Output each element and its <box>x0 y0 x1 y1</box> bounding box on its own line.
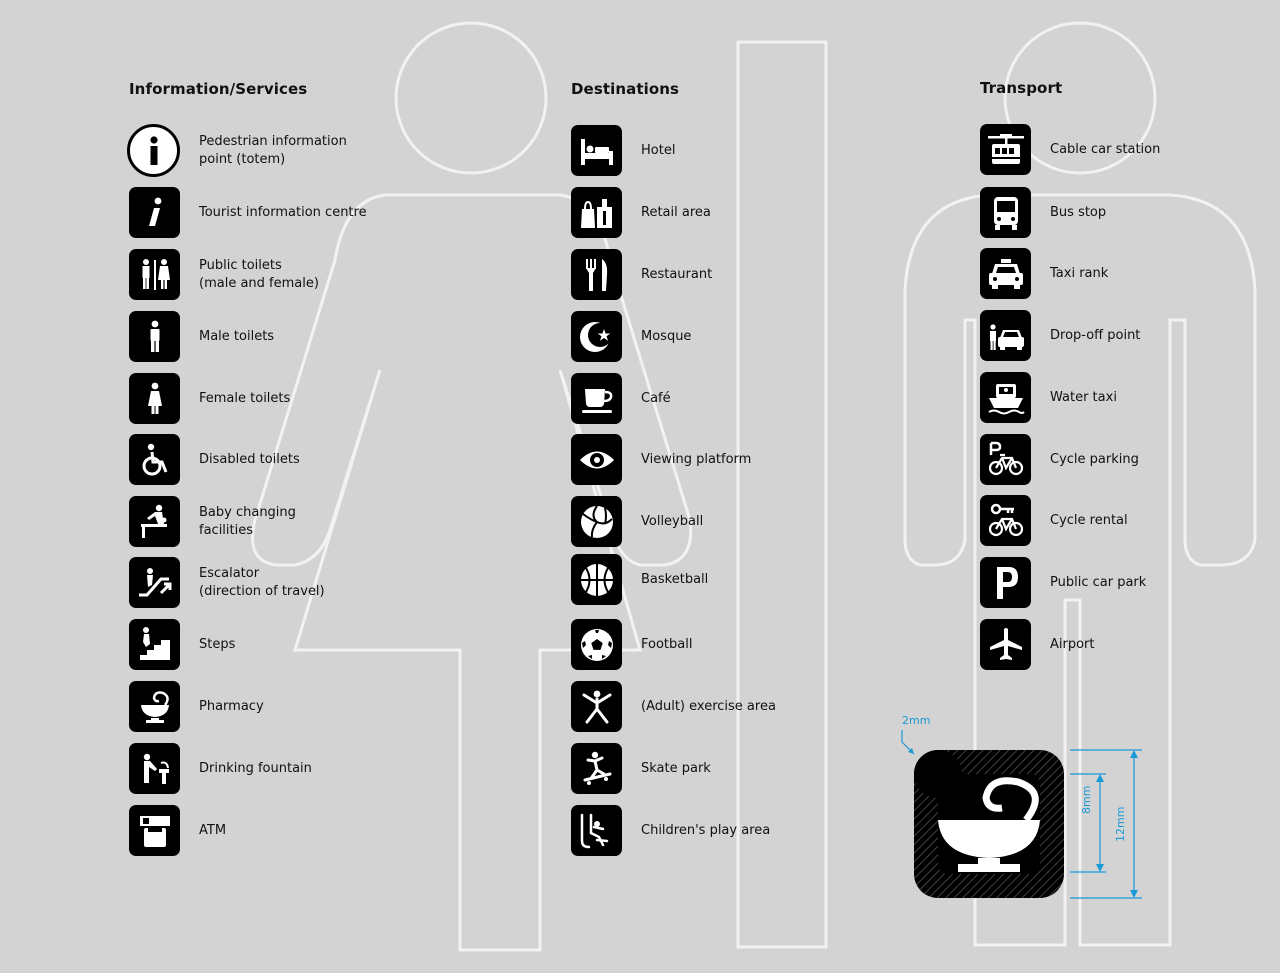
item-label: Mosque <box>641 328 692 344</box>
item-label: Hotel <box>641 142 676 158</box>
list-item-baby-changing <box>129 496 389 547</box>
item-label: Pharmacy <box>199 698 264 714</box>
item-label: Male toilets <box>199 328 275 344</box>
cycle-rental-icon <box>980 495 1031 546</box>
list-item-disabled-toilets <box>129 434 389 485</box>
bus-icon <box>980 187 1031 238</box>
item-label: Escalator (direction of travel) <box>199 565 325 599</box>
cycle-parking-icon <box>980 434 1031 485</box>
item-label: Cycle parking <box>1050 451 1139 467</box>
list-item-volleyball <box>571 496 831 547</box>
spec-corner-label: 2mm <box>902 714 931 727</box>
item-label: Steps <box>199 636 236 652</box>
taxi-icon <box>980 248 1031 299</box>
list-item-basketball <box>571 554 831 605</box>
coffee-cup-icon <box>571 373 622 424</box>
basketball-icon <box>571 554 622 605</box>
spec-outer-dimension <box>1070 750 1142 898</box>
list-item-cafe <box>571 373 831 424</box>
info-italic-icon <box>129 187 180 238</box>
item-label: Disabled toilets <box>199 451 300 467</box>
pharmacy-icon <box>129 681 180 732</box>
football-icon <box>571 619 622 670</box>
list-item-public-toilets <box>129 249 389 300</box>
list-item-male-toilets <box>129 311 389 362</box>
item-label: Basketball <box>641 571 709 587</box>
skateboard-icon <box>571 743 622 794</box>
item-label: Drop-off point <box>1050 327 1141 343</box>
spec-outer-label: 12mm <box>1114 806 1127 842</box>
item-label: Drinking fountain <box>199 760 312 776</box>
fork-knife-icon <box>571 249 622 300</box>
list-item-football <box>571 619 831 670</box>
spec-corner-circle <box>914 750 962 798</box>
list-item-hotel <box>571 125 831 176</box>
list-item-water-taxi <box>980 372 1240 423</box>
icon-dimension-spec <box>880 700 1127 920</box>
list-item-retail-area <box>571 187 831 238</box>
list-item-tourist-information <box>129 187 389 238</box>
item-label: Café <box>641 390 671 406</box>
list-item-pharmacy <box>129 681 389 732</box>
swing-icon <box>571 805 622 856</box>
list-item-drop-off-point <box>980 310 1240 361</box>
information-circle-icon <box>127 124 180 177</box>
item-label: Skate park <box>641 760 711 776</box>
item-label: Public car park <box>1050 574 1147 590</box>
spec-inner-label: 8mm <box>1080 785 1093 814</box>
cable-car-icon <box>980 124 1031 175</box>
steps-icon <box>129 619 180 670</box>
item-label: Restaurant <box>641 266 713 282</box>
crescent-star-icon <box>571 311 622 362</box>
boat-icon <box>980 372 1031 423</box>
female-figure-head <box>396 23 546 173</box>
hotel-bed-icon <box>571 125 622 176</box>
parking-p-icon <box>980 557 1031 608</box>
volleyball-icon <box>571 496 622 547</box>
list-item-bus-stop <box>980 187 1240 238</box>
item-label: Baby changing facilities <box>199 504 296 538</box>
list-item-drinking-fountain <box>129 743 389 794</box>
spec-drawing <box>880 700 1150 920</box>
list-item-steps <box>129 619 389 670</box>
eye-icon <box>571 434 622 485</box>
list-item-atm <box>129 805 389 856</box>
list-item-cycle-parking <box>980 434 1240 485</box>
list-item-childrens-play-area <box>571 805 831 856</box>
item-label: Airport <box>1050 636 1095 652</box>
list-item-viewing-platform <box>571 434 831 485</box>
item-label: Children's play area <box>641 822 771 838</box>
escalator-icon <box>129 557 180 608</box>
airplane-icon <box>980 619 1031 670</box>
baby-changing-icon <box>129 496 180 547</box>
item-label: Female toilets <box>199 390 291 406</box>
male-female-toilet-icon <box>129 249 180 300</box>
item-label: Public toilets (male and female) <box>199 257 319 291</box>
male-toilet-icon <box>129 311 180 362</box>
female-toilet-icon <box>129 373 180 424</box>
column-title-information-services: Information/Services <box>129 80 308 98</box>
list-item-exercise-area <box>571 681 831 732</box>
item-label: Cycle rental <box>1050 512 1128 528</box>
column-title-destinations: Destinations <box>571 80 680 98</box>
list-item-escalator <box>129 557 389 608</box>
item-label: (Adult) exercise area <box>641 698 776 714</box>
drinking-fountain-icon <box>129 743 180 794</box>
item-label: Pedestrian information point (totem) <box>199 133 347 167</box>
list-item-mosque <box>571 311 831 362</box>
item-label: Football <box>641 636 693 652</box>
drop-off-icon <box>980 310 1031 361</box>
item-label: Tourist information centre <box>199 204 367 220</box>
wheelchair-icon <box>129 434 180 485</box>
list-item-pedestrian-information <box>127 124 389 177</box>
exercise-person-icon <box>571 681 622 732</box>
list-item-cycle-rental <box>980 495 1240 546</box>
item-label: Retail area <box>641 204 711 220</box>
list-item-female-toilets <box>129 373 389 424</box>
item-label: Volleyball <box>641 513 704 529</box>
item-label: Water taxi <box>1050 389 1117 405</box>
list-item-taxi-rank <box>980 248 1240 299</box>
retail-icon <box>571 187 622 238</box>
item-label: Viewing platform <box>641 451 752 467</box>
list-item-airport <box>980 619 1240 670</box>
list-item-cable-car-station <box>980 124 1240 175</box>
list-item-skate-park <box>571 743 831 794</box>
column-title-transport: Transport <box>980 79 1063 97</box>
item-label: ATM <box>199 822 227 838</box>
list-item-restaurant <box>571 249 831 300</box>
item-label: Taxi rank <box>1050 265 1109 281</box>
atm-icon <box>129 805 180 856</box>
list-item-public-car-park <box>980 557 1240 608</box>
item-label: Cable car station <box>1050 141 1161 157</box>
item-label: Bus stop <box>1050 204 1107 220</box>
